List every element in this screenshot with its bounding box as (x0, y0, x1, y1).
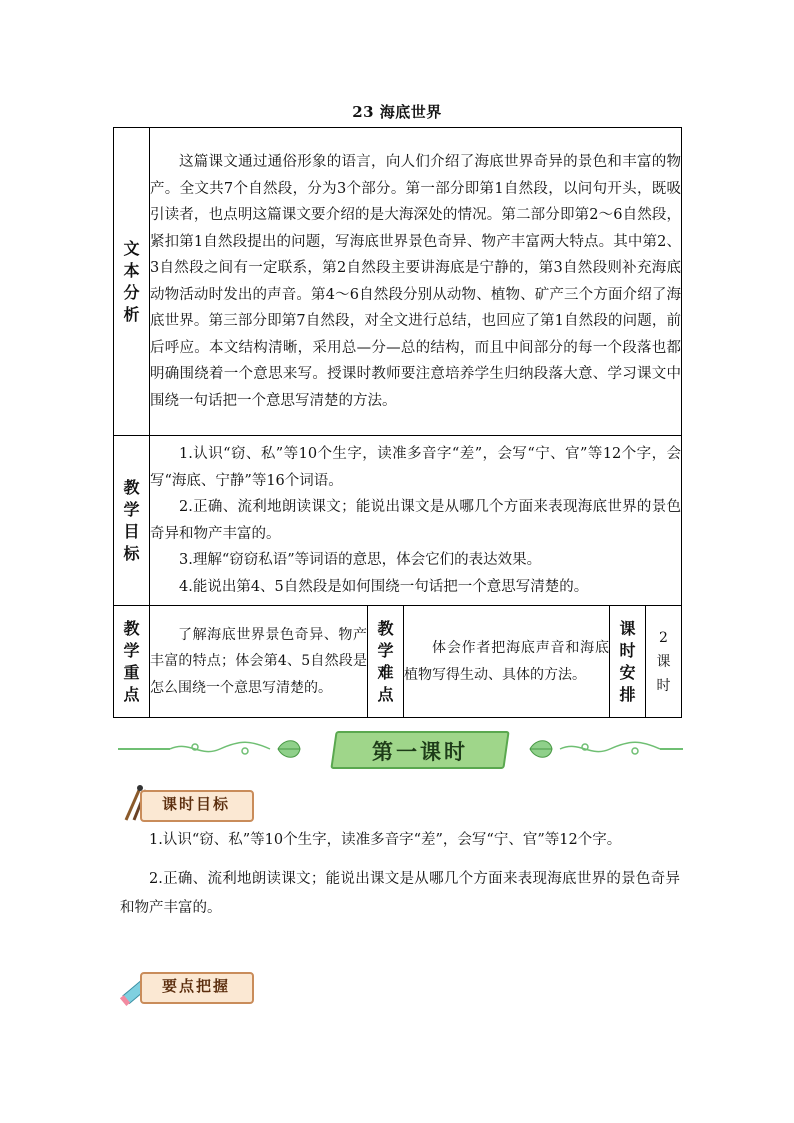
banner-line-right (660, 748, 683, 750)
key-text: 了解海底世界景色奇异、物产丰富的特点；体会第4、5自然段是怎么围绕一个意思写清楚的。 (150, 606, 368, 718)
goal-item: 4.能说出第4、5自然段是如何围绕一句话把一个意思写清楚的。 (179, 578, 589, 595)
page-title: 23 海底世界 (352, 103, 442, 121)
difficulty-label: 教 学 难 点 (368, 606, 404, 718)
lesson-goal-item: 1.认识“窃、私”等10个生字，读准多音字“差”，会写“宁、官”等12个字。 (149, 832, 622, 848)
schedule-label: 课 时 安 排 (610, 606, 646, 718)
goal-item: 3.理解“窃窃私语”等词语的意思，体会它们的表达效果。 (179, 552, 542, 568)
key-row (114, 606, 682, 718)
schedule-value: 2 课 时 (646, 606, 682, 718)
key-points-heading: 要点把握 (118, 966, 268, 1006)
difficulty-text: 体会作者把海底声音和海底植物写得生动、具体的方法。 (404, 606, 610, 718)
vine-ornament-icon (170, 738, 320, 760)
analysis-row (114, 128, 682, 436)
analysis-text: 这篇课文通过通俗形象的语言，向人们介绍了海底世界奇异的景色和丰富的物产。全文共7个自然段，分为3个部分。第一部分即第1自然段，以问句开头，既吸引读者，也点明这篇课文要介绍的是大海深处的情况。第二部分即第2～6自然段，紧扣第1自然段提出的问题，写海底世界景色奇异、物产丰富两大特点。其中第2、3自然段之间有一定联系，第2自然段主要讲海底是宁静的，第3自然段则补充海底动物活动时发出的声音。第4～6自然段分别从动物、植物、矿产三个方面介绍了海底世界。第三部分即第7自然段，对全文进行总结，也回应了第1自然段的问题，前后呼应。本文结构清晰，采用总—分—总的结构，而且中间部分的每一个段落也都明确围绕着一个意思来写。授课时教师要注意培养学生归纳段落大意、学习课文中围绕一句话把一个意思写清楚的方法。 (150, 128, 682, 436)
lesson-banner (118, 728, 683, 768)
goals-row (114, 436, 682, 606)
lesson-goal-item: 2.正确、流利地朗读课文；能说出课文是从哪几个方面来表现海底世界的景色奇异和物产丰富的。 (120, 871, 680, 916)
goal-item: 1.认识“窃、私”等10个生字，读准多音字“差”，会写“宁、官”等12个字，会写“海底、宁静”等16个词语。 (150, 446, 682, 489)
goal-item: 2.正确、流利地朗读课文；能说出课文是从哪几个方面来表现海底世界的景色奇异和物产丰富的。 (150, 499, 682, 542)
key-label: 教 学 重 点 (114, 606, 150, 718)
lesson-goals-heading: 课时目标 (118, 784, 268, 824)
banner-title: 第一课时 (372, 740, 468, 764)
vine-ornament-icon (510, 738, 660, 760)
analysis-label: 文 本 分 析 (114, 128, 150, 436)
goals-list (150, 436, 682, 606)
lesson-plan-table (113, 127, 682, 718)
goals-label: 教 学 目 标 (114, 436, 150, 606)
banner-line-left (118, 748, 170, 750)
lesson-goals-list (120, 826, 680, 933)
